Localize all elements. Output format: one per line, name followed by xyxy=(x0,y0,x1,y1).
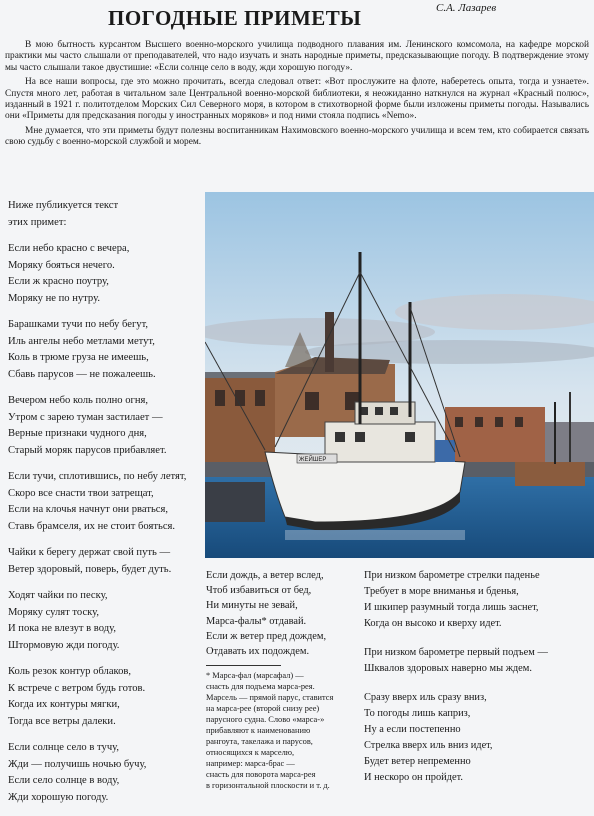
poem-line: Когда их контуры мягки, xyxy=(8,699,120,710)
poem-line: Старый моряк парусов прибавляет. xyxy=(8,444,167,456)
poem-line: Отдавать их подождем. xyxy=(206,646,310,658)
poem-line: Будет ветер непременно xyxy=(364,756,471,767)
poem-line: К встрече с ветром будь готов. xyxy=(8,682,146,694)
poem-line: Вечером небо коль полно огня, xyxy=(8,395,149,406)
poem-stanza xyxy=(206,568,356,659)
footnote-line: например: марса-брас — xyxy=(206,759,295,768)
poem-column-middle xyxy=(206,568,356,669)
poem-column-right xyxy=(364,568,592,799)
poem-stanza xyxy=(364,645,592,677)
footnote-line: относящихся к марселю, xyxy=(206,748,295,757)
poem-line: Утром с зарею туман застилает — xyxy=(8,411,163,423)
poem-column-left xyxy=(8,198,198,816)
poem-line: Сразу вверх иль сразу вниз, xyxy=(364,692,487,703)
poem-stanza xyxy=(364,690,592,786)
poem-line: Ставь брамселя, их не стоит бояться. xyxy=(8,520,176,532)
poem-line: И пока не влезут в воду, xyxy=(8,623,116,634)
article-title: ПОГОДНЫЕ ПРИМЕТЫ xyxy=(108,6,362,30)
poem-stanza xyxy=(8,198,198,231)
poem-line: Ходят чайки по песку, xyxy=(8,590,108,601)
poem-stanza xyxy=(8,545,198,578)
poem-line: Стрелка вверх иль вниз идет, xyxy=(364,740,493,751)
poem-line: Жди — получишь ночью бучу, xyxy=(8,758,147,770)
poem-stanza xyxy=(8,664,198,730)
footnote-line: парусного судна. Слово «марса-» xyxy=(206,715,325,724)
poem-line: Моряку бояться нечего. xyxy=(8,259,115,271)
poem-line: Ни минуты не зевай, xyxy=(206,600,298,612)
poem-stanza xyxy=(8,393,198,459)
footnote-line: на марса-рее (второй снизу рее) xyxy=(206,704,320,713)
poem-line: Моряку не по нутру. xyxy=(8,292,100,304)
poem-line: Когда он высоко и кверху идет. xyxy=(364,618,502,629)
poem-line: Если дождь, а ветер вслед, xyxy=(206,570,324,581)
poem-stanza xyxy=(8,588,198,654)
footnote-line: в горизонтальной плоскости и т. д. xyxy=(206,781,330,790)
poem-line: Ну а если постепенно xyxy=(364,724,461,735)
poem-line: Барашками тучи по небу бегут, xyxy=(8,319,149,330)
poem-line: Если село солнце в воду, xyxy=(8,775,120,786)
poem-line: При низком барометре первый подъем — xyxy=(364,647,548,658)
poem-stanza xyxy=(364,568,592,632)
poem-line: Коль в трюме груза не имеешь, xyxy=(8,352,149,363)
poem-line: Если ж красно поутру, xyxy=(8,276,109,287)
intro-paragraph: В мою бытность курсантом Высшего военно-морского училища подводного плавания им. Ленинского комсомола, на кафедре морской практики мы часто слышали от преподавателей, что надо изучать и знать народные приметы, предсказывающие погоду. В подтверждение этому мы часто слышали такое двустишие: «Если солнце село в воду, жди хорошую погоду». xyxy=(5,40,589,73)
poem-line: Если небо красно с вечера, xyxy=(8,243,130,254)
poem-line: Чайки к берегу держат свой путь — xyxy=(8,547,171,558)
poem-line: Сбавь парусов — не пожалеешь. xyxy=(8,368,156,380)
poem-line: И шкипер разумный тогда лишь заснет, xyxy=(364,602,539,613)
intro-paragraph: На все наши вопросы, где это можно прочитать, всегда следовал ответ: «Вот прослужите на флоте, наберетесь опыта, тогда и узнаете». Спустя много лет, работая в читальном зале Центральной военно-морской библиотеки, я неожиданно наткнулся на журнал «Красный полюс», изданный в 1921 г. политотделом Морских Сил Северного моря, в котором в стихотворной форме были изложены приметы погоды. Назывались они «Приметы для предсказания погоды у иностранных моряков» и под ними стояла подпись «Nemo». xyxy=(5,77,589,122)
poem-stanza xyxy=(8,317,198,383)
poem-line: Коль резок контур облаков, xyxy=(8,666,132,677)
footnote-divider xyxy=(206,665,281,666)
poem-line: То погоды лишь каприз, xyxy=(364,708,471,719)
poem-line: Если солнце село в тучу, xyxy=(8,742,120,753)
poem-line: И нескоро он пройдет. xyxy=(364,772,463,783)
footnote-line: снасть для подъема марса-рея. xyxy=(206,682,315,691)
poem-line: Чтоб избавиться от бед, xyxy=(206,585,312,597)
poem-line: Верные признаки чудного дня, xyxy=(8,428,147,439)
poem-line: Шквалов здоровых наверно мы ждем. xyxy=(364,663,532,674)
ship-name-plate: ЖЕЙШЕР xyxy=(299,457,327,463)
poem-line: Если тучи, сплотившись, по небу летят, xyxy=(8,471,187,482)
poem-line: Если ж ветер пред дождем, xyxy=(206,630,327,642)
author-name: С.А. Лазарев xyxy=(436,2,497,14)
poem-line: Ветер здоровый, поверь, будет дуть. xyxy=(8,563,172,575)
footnote xyxy=(206,670,356,791)
footnote-line: Марсель — прямой парус, ставится xyxy=(206,693,334,702)
ship-photo xyxy=(205,192,594,558)
poem-line: Скоро все снасти твои затрещат, xyxy=(8,487,154,499)
poem-line: При низком барометре стрелки паденье xyxy=(364,570,540,581)
poem-line: Если на клочья начнут они рваться, xyxy=(8,504,169,515)
footnote-line: рангоута, такелажа и парусов, xyxy=(206,737,313,746)
poem-line: Иль ангелы небо метлами метут, xyxy=(8,335,155,347)
poem-line: Тогда все ветры далеки. xyxy=(8,715,116,727)
poem-line: Моряку сулят тоску, xyxy=(8,606,100,618)
poem-stanza xyxy=(8,469,198,535)
footnote-line: снасть для поворота марса-рея xyxy=(206,770,316,779)
intro-paragraph: Мне думается, что эти приметы будут полезны воспитанникам Нахимовского военно-морского училища и всем тем, кто собирается связать свою судьбу с военно-морской службой и морем. xyxy=(5,125,589,148)
poem-line: этих примет: xyxy=(8,216,67,228)
poem-line: Требует в море вниманья и бденья, xyxy=(364,586,519,597)
footnote-line: * Марса-фал (марсафал) — xyxy=(206,671,304,680)
poem-stanza xyxy=(8,740,198,806)
poem-line: Штормовую жди погоду. xyxy=(8,639,120,651)
footnote-line: прибавляют к наименованию xyxy=(206,726,311,735)
poem-stanza xyxy=(8,241,198,307)
intro-text xyxy=(5,40,589,152)
poem-line: Марса-фалы* отдавай. xyxy=(206,615,307,627)
poem-line: Жди хорошую погоду. xyxy=(8,791,109,803)
poem-line: Ниже публикуется текст xyxy=(8,200,119,211)
